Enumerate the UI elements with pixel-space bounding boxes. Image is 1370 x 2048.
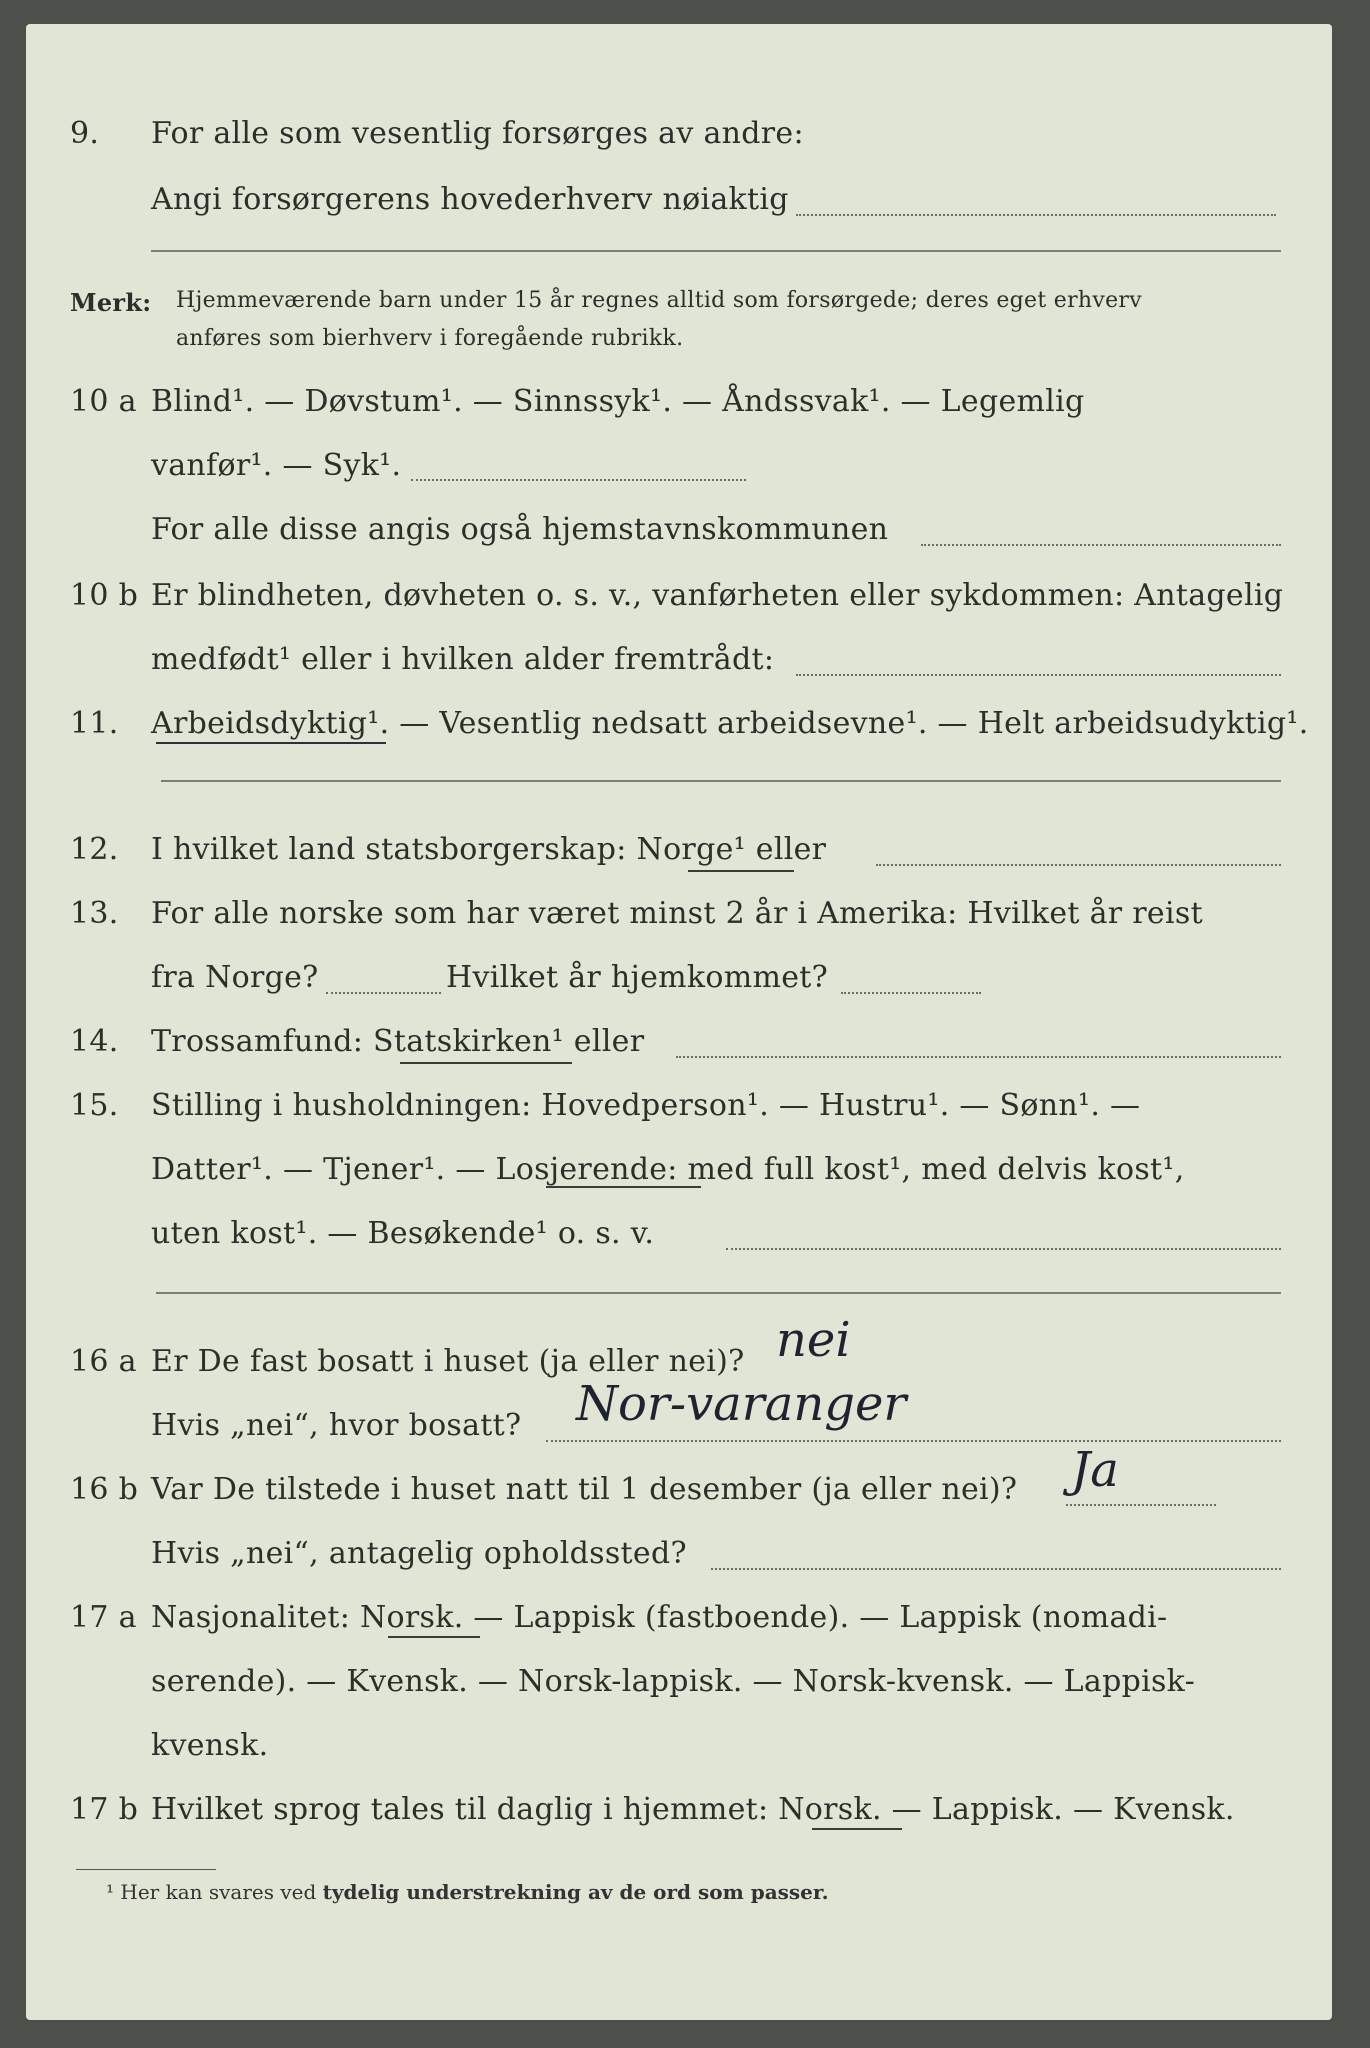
question-text: uten kost¹. — Besøkende¹ o. s. v. <box>151 1216 655 1251</box>
question-number: 17 b <box>70 1792 139 1827</box>
question-text: I hvilket land statsborgerskap: Norge¹ eller <box>151 832 827 867</box>
question-text: Stilling i husholdningen: Hovedperson¹. — Hustru¹. — Sønn¹. — <box>151 1088 1141 1123</box>
handwritten-underline-statskirken <box>400 1062 572 1064</box>
question-text: kvensk. <box>151 1728 269 1763</box>
question-text: Angi forsørgerens hovederhverv nøiaktig <box>151 182 789 217</box>
answer-dotted-line[interactable] <box>796 214 1276 216</box>
answer-dotted-line[interactable] <box>411 479 746 481</box>
handwritten-answer-nei[interactable]: nei <box>776 1312 851 1368</box>
question-text: Hvilket sprog tales til daglig i hjemmet: Norsk. — Lappisk. — Kvensk. <box>151 1792 1235 1827</box>
merk-text: Hjemmeværende barn under 15 år regnes alltid som forsørgede; deres eget erhverv <box>176 288 1142 313</box>
question-number: 15. <box>70 1088 119 1123</box>
merk-text: anføres som bierhverv i foregående rubrikk. <box>176 326 684 351</box>
question-text: For alle norske som har været minst 2 år i Amerika: Hvilket år reist <box>151 896 1203 931</box>
answer-blank-line[interactable] <box>156 1292 1281 1294</box>
handwritten-underline-norge <box>688 870 794 872</box>
answer-dotted-line[interactable] <box>876 864 1281 866</box>
answer-dotted-line[interactable] <box>676 1056 1281 1058</box>
question-text: Blind¹. — Døvstum¹. — Sinnssyk¹. — Åndssvak¹. — Legemlig <box>151 384 1085 419</box>
question-text: Arbeidsdyktig¹. — Vesentlig nedsatt arbeidsevne¹. — Helt arbeidsudyktig¹. <box>151 706 1309 741</box>
handwritten-answer-ja[interactable]: Ja <box>1071 1442 1119 1498</box>
question-number: 10 b <box>70 578 139 613</box>
question-number: 11. <box>70 706 119 741</box>
handwritten-underline-norsk-sprog <box>812 1828 902 1830</box>
question-text: fra Norge? <box>151 960 319 995</box>
question-number: 9. <box>70 116 100 151</box>
question-text: For alle disse angis også hjemstavnskommunen <box>151 512 889 547</box>
answer-dotted-line[interactable] <box>921 544 1281 546</box>
handwritten-underline-arbeidsdyktig <box>156 742 386 744</box>
answer-dotted-line[interactable] <box>326 992 441 994</box>
question-text: Trossamfund: Statskirken¹ eller <box>151 1024 645 1059</box>
footnote-text: Her kan svares ved <box>120 1880 317 1904</box>
question-text: For alle som vesentlig forsørges av andre: <box>151 116 804 151</box>
question-text: vanfør¹. — Syk¹. <box>151 448 402 483</box>
question-number: 14. <box>70 1024 119 1059</box>
answer-dotted-line[interactable] <box>711 1568 1281 1570</box>
question-text: Hvilket år hjemkommet? <box>446 960 829 995</box>
question-text: Er De fast bosatt i huset (ja eller nei)? <box>151 1344 745 1379</box>
question-number: 10 a <box>70 384 137 419</box>
question-number: 16 b <box>70 1472 139 1507</box>
answer-dotted-line[interactable] <box>726 1248 1281 1250</box>
question-text: medfødt¹ eller i hvilken alder fremtrådt: <box>151 642 775 677</box>
answer-dotted-line[interactable] <box>546 1440 1281 1442</box>
answer-dotted-line[interactable] <box>841 992 981 994</box>
answer-dotted-line[interactable] <box>796 674 1281 676</box>
question-number: 16 a <box>70 1344 137 1379</box>
question-number: 13. <box>70 896 119 931</box>
answer-blank-line[interactable] <box>151 250 1281 252</box>
footnote <box>106 1880 829 1904</box>
question-text: Hvis „nei“, hvor bosatt? <box>151 1408 522 1443</box>
question-number: 17 a <box>70 1600 137 1635</box>
question-number: 12. <box>70 832 119 867</box>
question-text: Var De tilstede i huset natt til 1 desember (ja eller nei)? <box>151 1472 1018 1507</box>
question-text: Er blindheten, døvheten o. s. v., vanførheten eller sykdommen: Antagelig <box>151 578 1284 613</box>
question-text: Nasjonalitet: Norsk. — Lappisk (fastboende). — Lappisk (nomadi- <box>151 1600 1168 1635</box>
census-form-page <box>26 24 1332 2020</box>
handwritten-answer-bosatt[interactable]: Nor-varanger <box>576 1376 907 1432</box>
footnote-text-bold: tydelig understrekning av de ord som passer. <box>322 1880 829 1904</box>
handwritten-underline-losjerende <box>546 1186 701 1188</box>
answer-dotted-line[interactable] <box>1066 1504 1216 1506</box>
question-text: serende). — Kvensk. — Norsk-lappisk. — Norsk-kvensk. — Lappisk- <box>151 1664 1196 1699</box>
answer-blank-line[interactable] <box>161 780 1281 782</box>
footnote-mark: ¹ <box>106 1880 115 1904</box>
question-text: Datter¹. — Tjener¹. — Losjerende: med full kost¹, med delvis kost¹, <box>151 1152 1185 1187</box>
footnote-divider <box>76 1869 216 1870</box>
merk-label: Merk: <box>70 288 152 317</box>
question-text: Hvis „nei“, antagelig opholdssted? <box>151 1536 687 1571</box>
handwritten-underline-norsk <box>388 1636 480 1638</box>
